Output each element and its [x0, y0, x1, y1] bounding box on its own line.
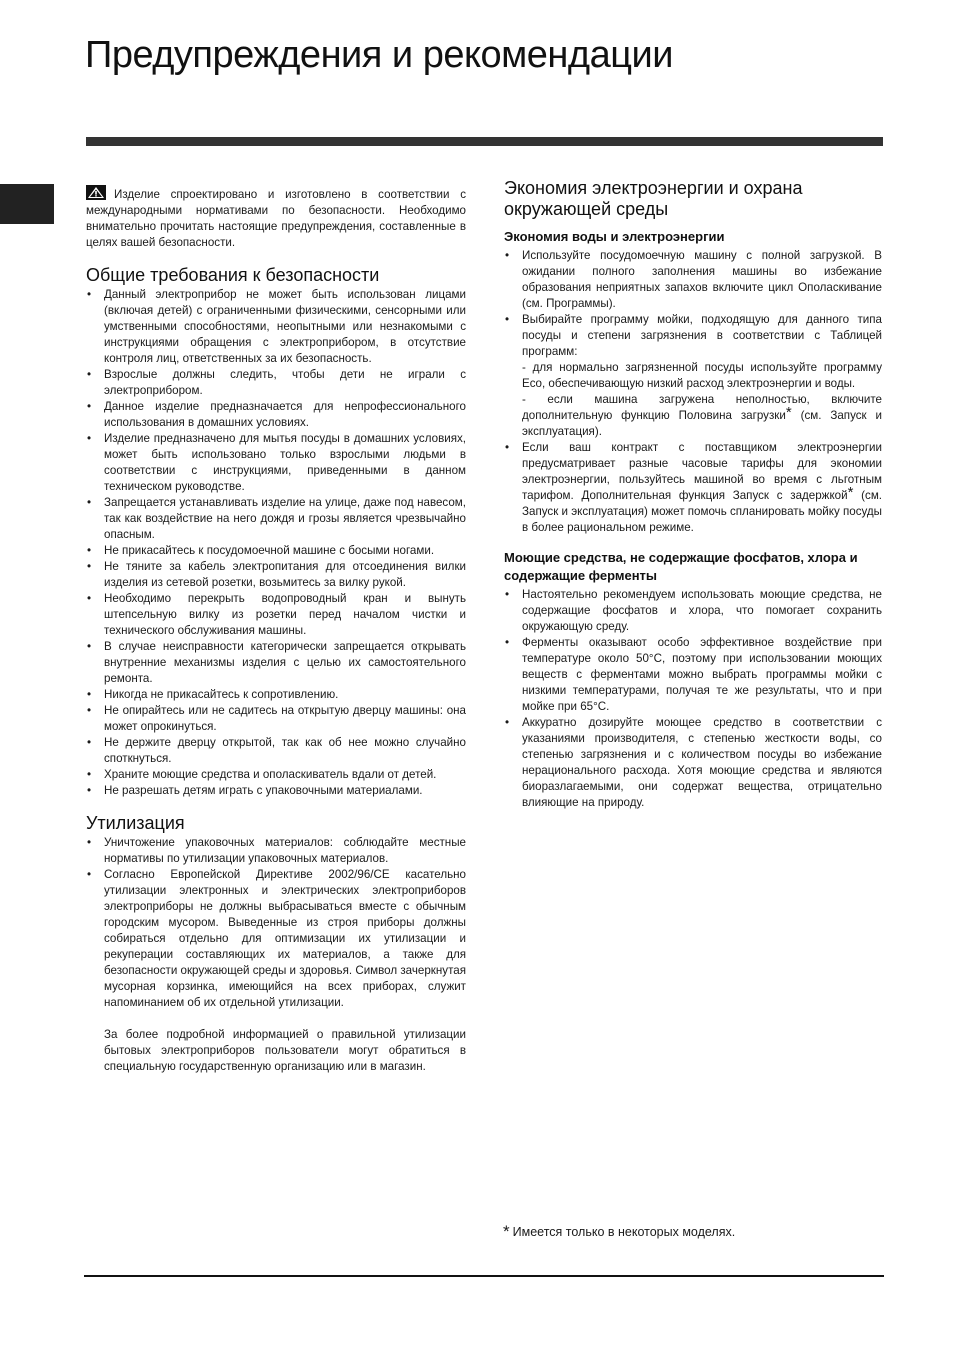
list-item: • Используйте посудомоечную машину с полной загрузкой. В ожидании полного заполнения машины во избежание образования неприятных запахов включите цикл Ополаскивание (см. Программы). — [504, 248, 882, 312]
list-item: • Ферменты оказывают особо эффективное воздействие при температуре около 50°C, поэтому при использовании моющих веществ с ферментами можно выбрать программы мойки с низкими температурами, получая те же результаты, что и при мойке при 65°C. — [504, 635, 882, 715]
language-tab — [0, 184, 54, 224]
list-item: • Аккуратно дозируйте моющее средство в соответствии с указаниями производителя, с степенью жесткости воды, со степенью загрязнения и с количеством посуды во избежание нерационального расхода. Хотя моющие средства и являются биоразлагаемыми, они содержат вещества, отрицательно влияющие на природу. — [504, 715, 882, 811]
list-item: • Изделие предназначено для мытья посуды в домашних условиях, может быть использовано только взрослыми людьми в соответствии с инструкциями, приведенными в данном техническом руководстве. — [86, 431, 466, 495]
paragraph-gap — [104, 1011, 466, 1027]
footnote-text: Имеется только в некоторых моделях. — [512, 1225, 736, 1239]
list-item: • Не держите дверцу открытой, так как об нее можно случайно споткнуться. — [86, 735, 466, 767]
tariff-text-b: (см. Запуск и эксплуатация) может помочь спланировать мойку посуды в более рациональном режиме. — [522, 489, 883, 534]
list-item: • Храните моющие средства и ополаскиватель вдали от детей. — [86, 767, 466, 783]
header-rule — [86, 137, 883, 146]
list-item: • Не опирайтесь или не садитесь на открытую дверцу машины: она может опрокинуться. — [86, 703, 466, 735]
disposal-heading: Утилизация — [86, 813, 185, 833]
footnote — [503, 1222, 735, 1242]
list-item: • Не прикасайтесь к посудомоечной машине с босыми ногами. — [86, 543, 466, 559]
eco-program-text: - для нормально загрязненной посуды используйте программу Eco, обеспечивающую низкий расход электроэнергии и воды. — [522, 361, 882, 390]
right-column — [504, 178, 882, 811]
footnote-marker: * — [847, 484, 854, 501]
list-item: • В случае неисправности категорически запрещается открывать внутренние механизмы изделия с целью их самостоятельного ремонта. — [86, 639, 466, 687]
page-title: Предупреждения и рекомендации — [85, 34, 673, 76]
list-item — [504, 312, 882, 440]
list-item — [86, 867, 466, 1075]
program-choice-text: • Выбирайте программу мойки, подходящую для данного типа посуды и степени загрязнения в соответствии с Таблицей программ: — [522, 313, 882, 358]
detergents-list — [504, 587, 882, 811]
energy-heading: Экономия электроэнергии и охрана окружающей среды — [504, 178, 803, 219]
footnote-star: * — [503, 1222, 510, 1241]
list-item: • Необходимо перекрыть водопроводный кран и вынуть штепсельную вилку из розетки перед началом чистки и технического обслуживания машины. — [86, 591, 466, 639]
left-column — [86, 185, 466, 1075]
list-item: • Взрослые должны следить, чтобы дети не играли с электроприбором. — [86, 367, 466, 399]
water-energy-subheading: Экономия воды и электроэнергии — [504, 229, 725, 244]
half-load-text — [522, 392, 882, 440]
list-item: • Не разрешать детям играть с упаковочными материалами. — [86, 783, 466, 799]
disposal-list — [86, 835, 466, 1075]
footnote-marker: * — [785, 404, 792, 421]
footer-rule — [84, 1275, 884, 1277]
tariff-text-a: Если ваш контракт с поставщиком электроэнергии предусматривает разные часовые тарифы для экономии электроэнергии, пользуйтесь машиной во время с льготным тарифом. Дополнительная функция Запуск с задержкой — [522, 441, 882, 502]
list-item: • Никогда не прикасайтесь к сопротивлению. — [86, 687, 466, 703]
half-load-text-a: - если машина загружена неполностью, включите дополнительную функцию Половина загрузки — [522, 393, 882, 422]
disposal-directive-text: • Согласно Европейской Директиве 2002/96/CE касательно утилизации электронных и электрических электроприборов электроприборы не должны выбрасываться вместе с обычным городским мусором. Выведенные из строя приборы должны собираться отдельно для оптимизации их утилизации и рекуперации составляющих их материалов, а также для безопасности окружающей среды и здоровья. Символ зачеркнутая мусорная корзинка, имеющийся на всех приборах, служит напоминанием об их отдельной утилизации. — [104, 868, 466, 1009]
list-item — [504, 440, 882, 536]
safety-list — [86, 287, 466, 799]
intro-text: Изделие спроектировано и изготовлено в соответствии с международными нормативами по безопасности. Необходимо внимательно прочитать настоящие предупреждения, составленные в целях вашей безопасности. — [86, 188, 466, 249]
list-item: • Данный электроприбор не может быть использован лицами (включая детей) с ограниченными физическими, сенсорными или умственными способностями, неопытными или незнакомыми с инструкциями обращения с электроприбором, в отсутствие контроля лиц, ответственных за их безопасность. — [86, 287, 466, 367]
half-load-text-b: (см. Запуск и эксплуатация). — [522, 409, 882, 438]
list-item: • Настоятельно рекомендуем использовать моющие средства, не содержащие фосфатов и хлора, что помогает сохранить окружающую среду. — [504, 587, 882, 635]
list-item: • Не тяните за кабель электропитания для отсоединения вилки изделия из сетевой розетки, возьмитесь за вилку рукой. — [86, 559, 466, 591]
list-item: • Данное изделие предназначается для непрофессионального использования в домашних условиях. — [86, 399, 466, 431]
intro-paragraph — [86, 185, 466, 251]
detergents-subheading: Моющие средства, не содержащие фосфатов, хлора и содержащие ферменты — [504, 550, 858, 583]
warning-triangle-icon — [86, 185, 106, 200]
list-item: • Уничтожение упаковочных материалов: соблюдайте местные нормативы по утилизации упаковочных материалов. — [86, 835, 466, 867]
safety-heading: Общие требования к безопасности — [86, 265, 380, 285]
list-item: • Запрещается устанавливать изделие на улице, даже под навесом, так как воздействие на него дождя и грозы является чрезвычайно опасным. — [86, 495, 466, 543]
disposal-info-text: За более подробной информацией о правильной утилизации бытовых электроприборов пользователи могут обратиться в специальную государственную организацию или в магазин. — [104, 1028, 466, 1073]
water-list — [504, 248, 882, 536]
